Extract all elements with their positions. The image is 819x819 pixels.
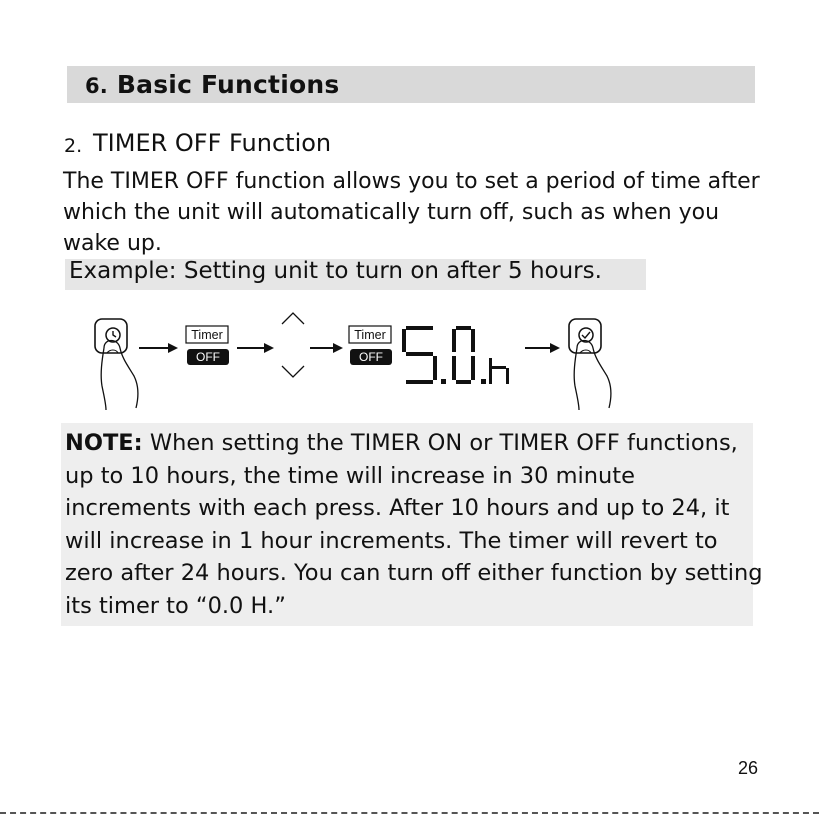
section-number: 6.: [85, 74, 108, 98]
section-heading: [85, 70, 339, 99]
off-label: OFF: [196, 350, 220, 364]
timer-off-indicator: [186, 326, 229, 365]
note-body: When setting the TIMER ON or TIMER OFF functions, up to 10 hours, the time will increase in 30 minute increments with each press. After 10 hours and up to 24, it will increase in 1 hour increments. The timer will revert to zero after 24 hours. You can turn off either function by setting its timer to “0.0 H.”: [65, 430, 763, 619]
subsection-number: 2.: [64, 135, 83, 157]
confirm-button-icon: [569, 319, 601, 353]
footer-divider: [0, 812, 819, 814]
up-arrow-icon: [282, 313, 304, 324]
intro-paragraph: The TIMER OFF function allows you to set a period of time after which the unit will automatically turn off, such as when you wake up.: [63, 169, 760, 256]
arrow-right-icon: [139, 343, 178, 353]
arrow-right-icon: [237, 343, 274, 353]
down-arrow-icon: [282, 366, 304, 377]
page-number: 26: [738, 758, 759, 778]
example-text: Example: Setting unit to turn on after 5 hours.: [69, 258, 602, 284]
note-paragraph: [65, 427, 765, 622]
timer-steps-diagram: [0, 300, 819, 420]
arrow-right-icon: [525, 343, 560, 353]
timer-label: Timer: [354, 328, 386, 342]
timer-off-indicator: [349, 326, 392, 365]
section-title: Basic Functions: [116, 70, 340, 99]
clock-button-icon: [95, 319, 127, 353]
off-label: OFF: [359, 350, 383, 364]
seven-segment-display: [402, 326, 509, 384]
note-label: NOTE:: [65, 430, 143, 456]
arrow-right-icon: [310, 343, 343, 353]
timer-label: Timer: [191, 328, 223, 342]
subsection-title: TIMER OFF Function: [93, 129, 332, 157]
